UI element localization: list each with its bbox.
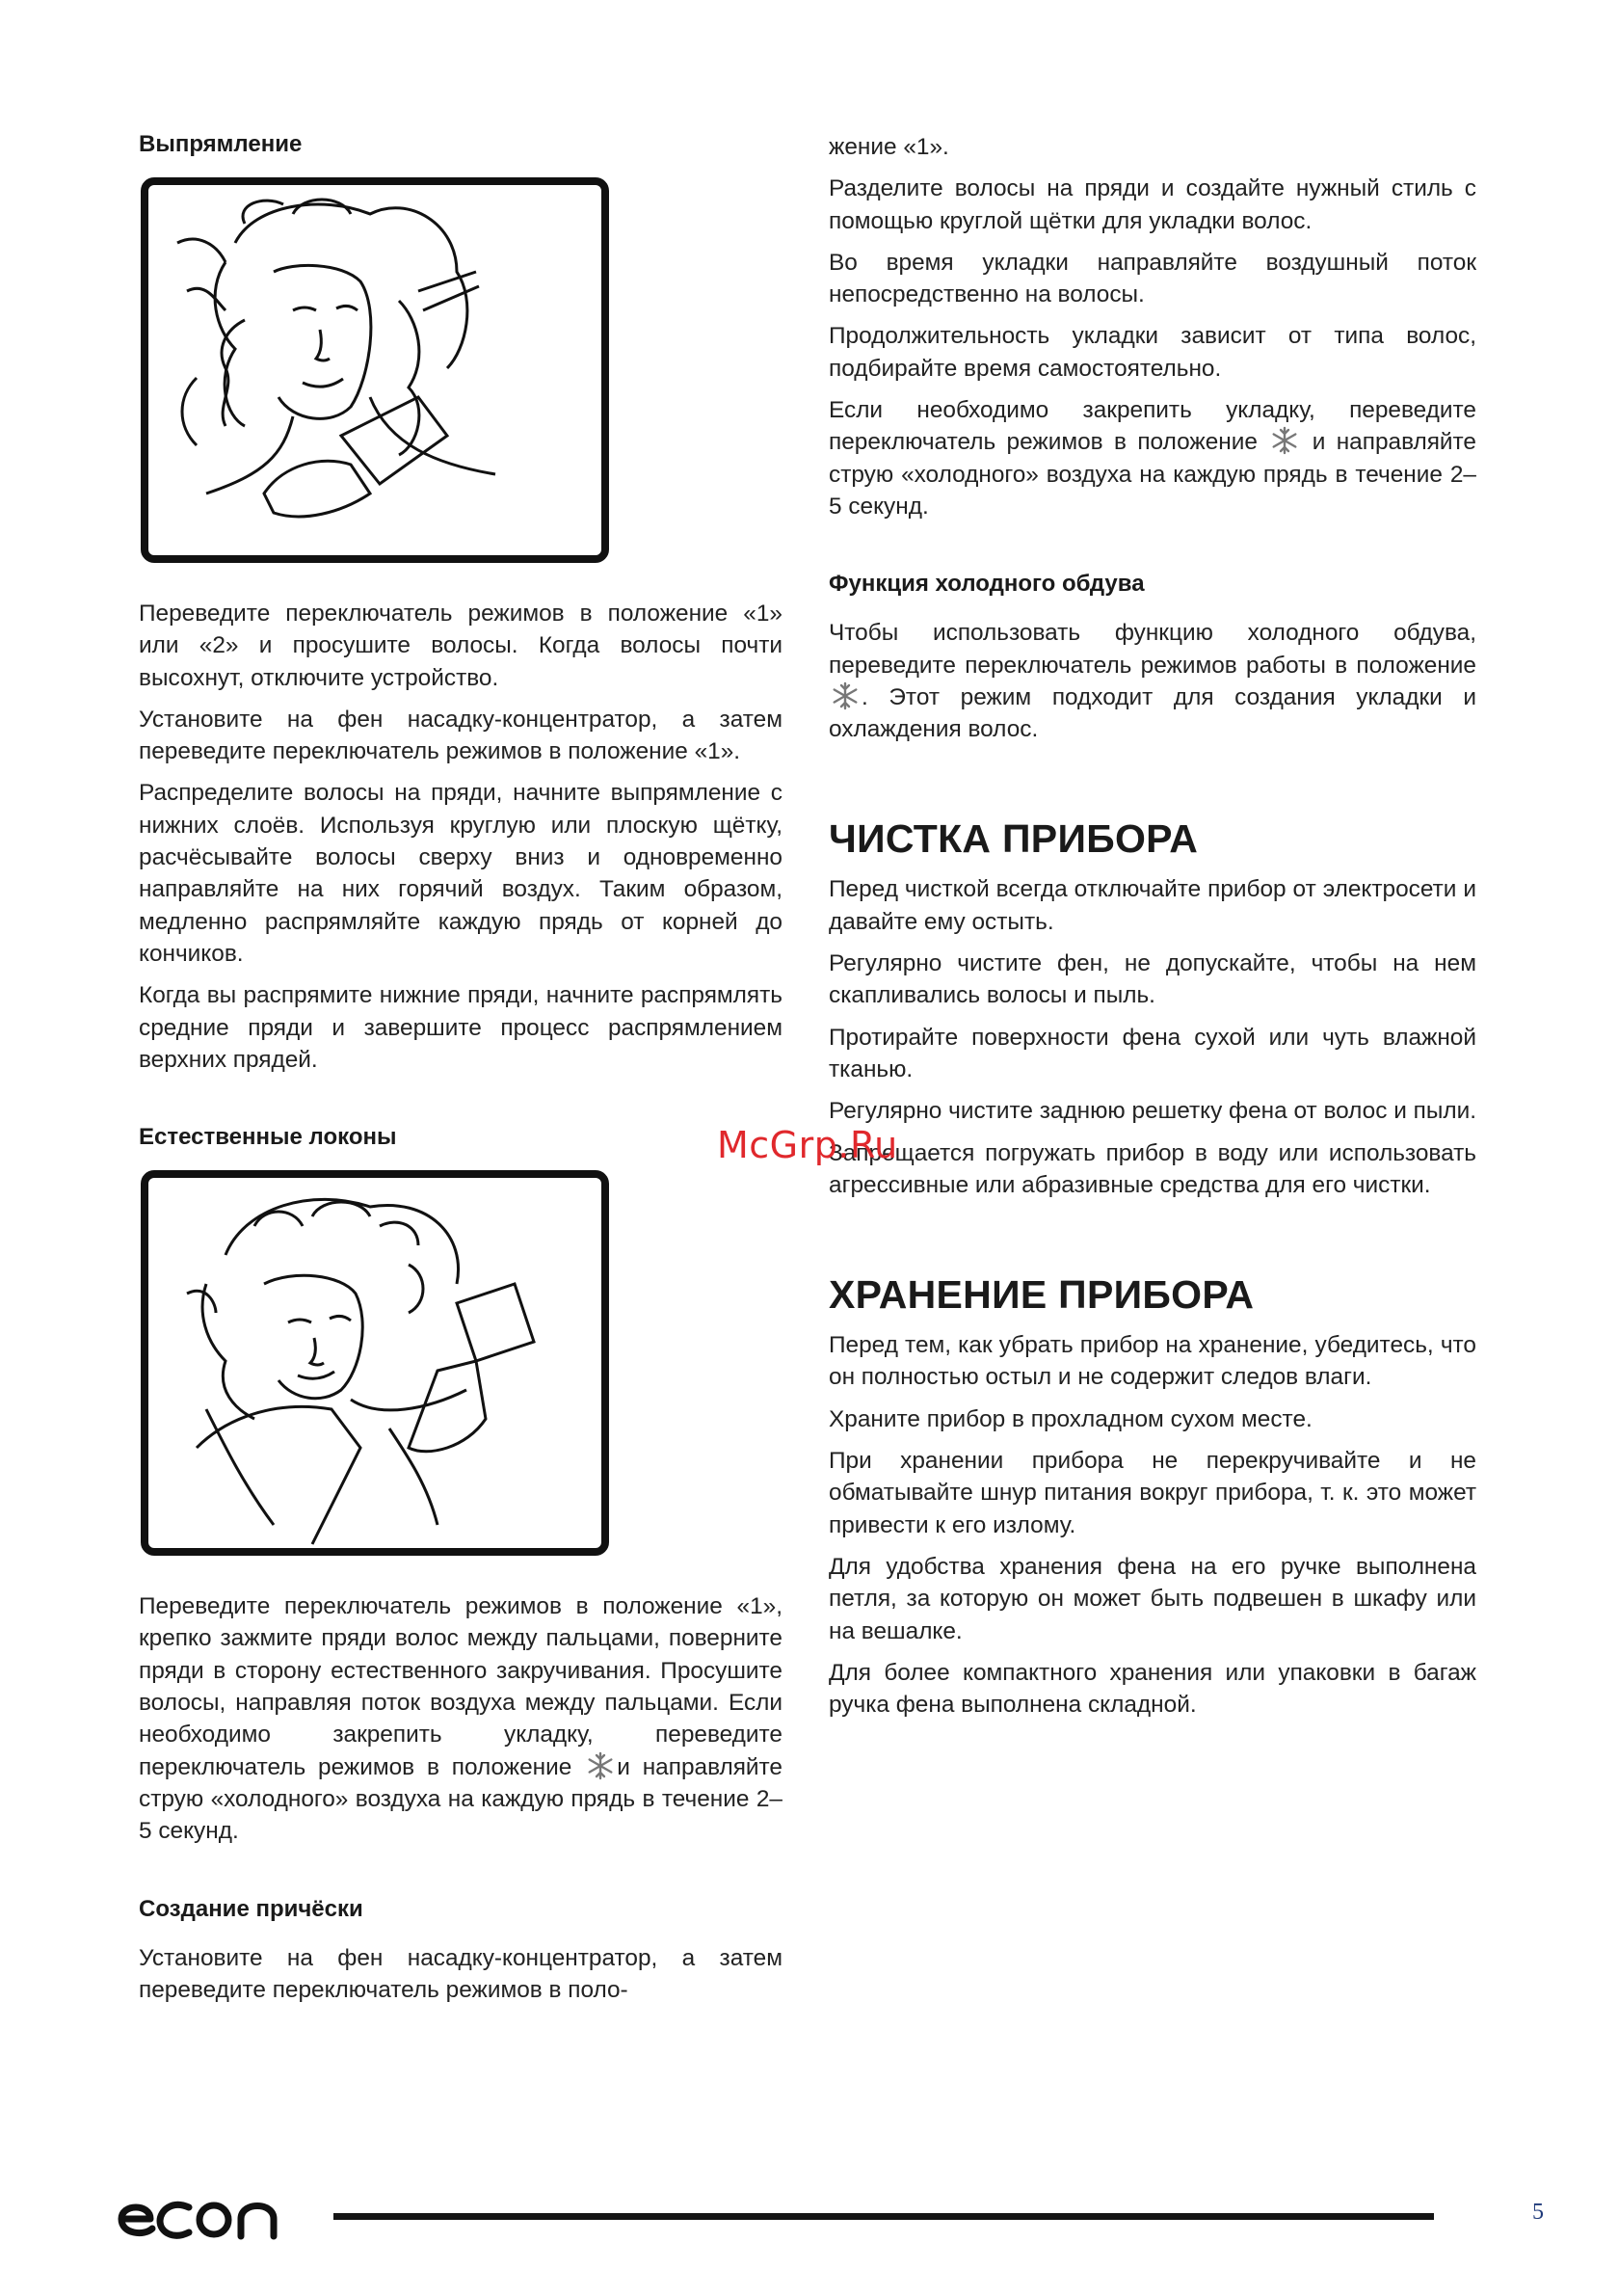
- storage-paragraph-2: Храните прибор в прохладном сухом месте.: [829, 1405, 1313, 1432]
- page-number: 5: [1532, 2200, 1544, 2225]
- cleaning-paragraph-2: Регулярно чистите фен, не допускайте, чтобы на нем скапливались волосы и пыль.: [829, 950, 1476, 1009]
- continuation-paragraph-3: Во время укладки направляйте воздушный поток непосредственно на волосы.: [829, 249, 1476, 308]
- continuation-paragraph-2: Разделите волосы на пряди и создайте нужный стиль с помощью круглой щётки для укладки волос.: [829, 175, 1476, 234]
- fix-style-paragraph: [829, 394, 1476, 522]
- straightening-paragraph-4: Когда вы распрямите нижние пряди, начните распрямлять средние пряди и завершите процесс распрямлением верхних прядей.: [139, 982, 782, 1073]
- heading-storage: ХРАНЕНИЕ ПРИБОРА: [829, 1272, 1255, 1318]
- footer-divider: [333, 2213, 1434, 2220]
- curls-paragraph-part2: и направляйте струю «холодного» воздуха на каждую прядь в течение 2–5 секунд.: [139, 1753, 782, 1845]
- cleaning-paragraph-5: Запрещается погружать прибор в воду или использовать агрессивные или абразивные средства для его чистки.: [829, 1139, 1476, 1198]
- continuation-paragraph-4: Продолжительность укладки зависит от типа волос, подбирайте время самостоятельно.: [829, 323, 1476, 382]
- watermark: McGrp.Ru: [717, 1124, 898, 1166]
- woman-straightening-image: [148, 185, 601, 555]
- straightening-illustration: [141, 177, 609, 563]
- curls-paragraph-part1: Переведите переключатель режимов в положение «1», крепко зажмите пряди волос между пальцами, поверните пряди в сторону естественного закручивания. Просушите волосы, направляя поток воздуха между пальцами. Если необходимо закрепить укладку, переведите переключатель режимов в положение: [139, 1593, 782, 1780]
- straightening-paragraph-3: Распределите волосы на пряди, начните выпрямление с нижних слоёв. Используя круглую или плоскую щётку, расчёсывайте волосы сверху вниз и одновременно направляйте на них горячий воздух. Таким образом, медленно распрямляйте каждую прядь от корней до кончиков.: [139, 780, 782, 967]
- snowflake-icon: [831, 681, 860, 710]
- snowflake-icon: [1270, 426, 1299, 455]
- heading-cold-function: Функция холодного обдува: [829, 571, 1145, 598]
- heading-hairstyle: Создание причёски: [139, 1895, 363, 1922]
- straightening-paragraph-2: Установите на фен насадку-концентратор, а затем переведите переключатель режимов в положение «1».: [139, 706, 782, 765]
- storage-paragraph-4: Для удобства хранения фена на его ручке выполнена петля, за которую он может быть подвешен в шкафу или на вешалке.: [829, 1553, 1476, 1644]
- right-column: [829, 131, 1476, 1730]
- storage-paragraph-5: Для более компактного хранения или упаковки в багаж ручка фена выполнена складной.: [829, 1659, 1476, 1719]
- fix-style-part1: Если необходимо закрепить укладку, переведите переключатель режимов в положение: [829, 397, 1476, 456]
- fix-style-part2: и направляйте струю «холодного» воздуха на каждую прядь в течение 2–5 секунд.: [829, 429, 1477, 520]
- cold-function-paragraph: [829, 617, 1476, 745]
- continuation-paragraph-1: жение «1».: [829, 134, 949, 160]
- heading-straightening: Выпрямление: [139, 131, 303, 157]
- curls-illustration: [141, 1170, 609, 1556]
- storage-paragraph-3: При хранении прибора не перекручивайте и не обматывайте шнур питания вокруг прибора, т. к. это может привести к его излому.: [829, 1448, 1476, 1538]
- storage-paragraph-1: Перед тем, как убрать прибор на хранение, убедитесь, что он полностью остыл и не содержит следов влаги.: [829, 1332, 1476, 1391]
- heading-cleaning: ЧИСТКА ПРИБОРА: [829, 816, 1199, 862]
- cleaning-paragraph-4: Регулярно чистите заднюю решетку фена от волос и пыли.: [829, 1098, 1476, 1125]
- cleaning-paragraph-3: Протирайте поверхности фена сухой или чуть влажной тканью.: [829, 1024, 1476, 1082]
- snowflake-icon: [586, 1751, 615, 1780]
- cleaning-paragraph-1: Перед чисткой всегда отключайте прибор от электросети и давайте ему остыть.: [829, 876, 1476, 935]
- econ-logo: [116, 2190, 289, 2244]
- curls-paragraph: [139, 1590, 782, 1847]
- cold-function-part2: . Этот режим подходит для создания укладки и охлаждения волос.: [829, 683, 1476, 743]
- cold-function-part1: Чтобы использовать функцию холодного обдува, переведите переключатель режимов работы в положение: [829, 620, 1476, 679]
- woman-curls-image: [148, 1178, 601, 1548]
- hairstyle-paragraph: Установите на фен насадку-концентратор, а затем переведите переключатель режимов в поло-: [139, 1944, 782, 2003]
- heading-natural-curls: Естественные локоны: [139, 1124, 397, 1151]
- left-column: [139, 131, 782, 2016]
- straightening-paragraph-1: Переведите переключатель режимов в положение «1» или «2» и просушите волосы. Когда волосы почти высохнут, отключите устройство.: [139, 601, 782, 691]
